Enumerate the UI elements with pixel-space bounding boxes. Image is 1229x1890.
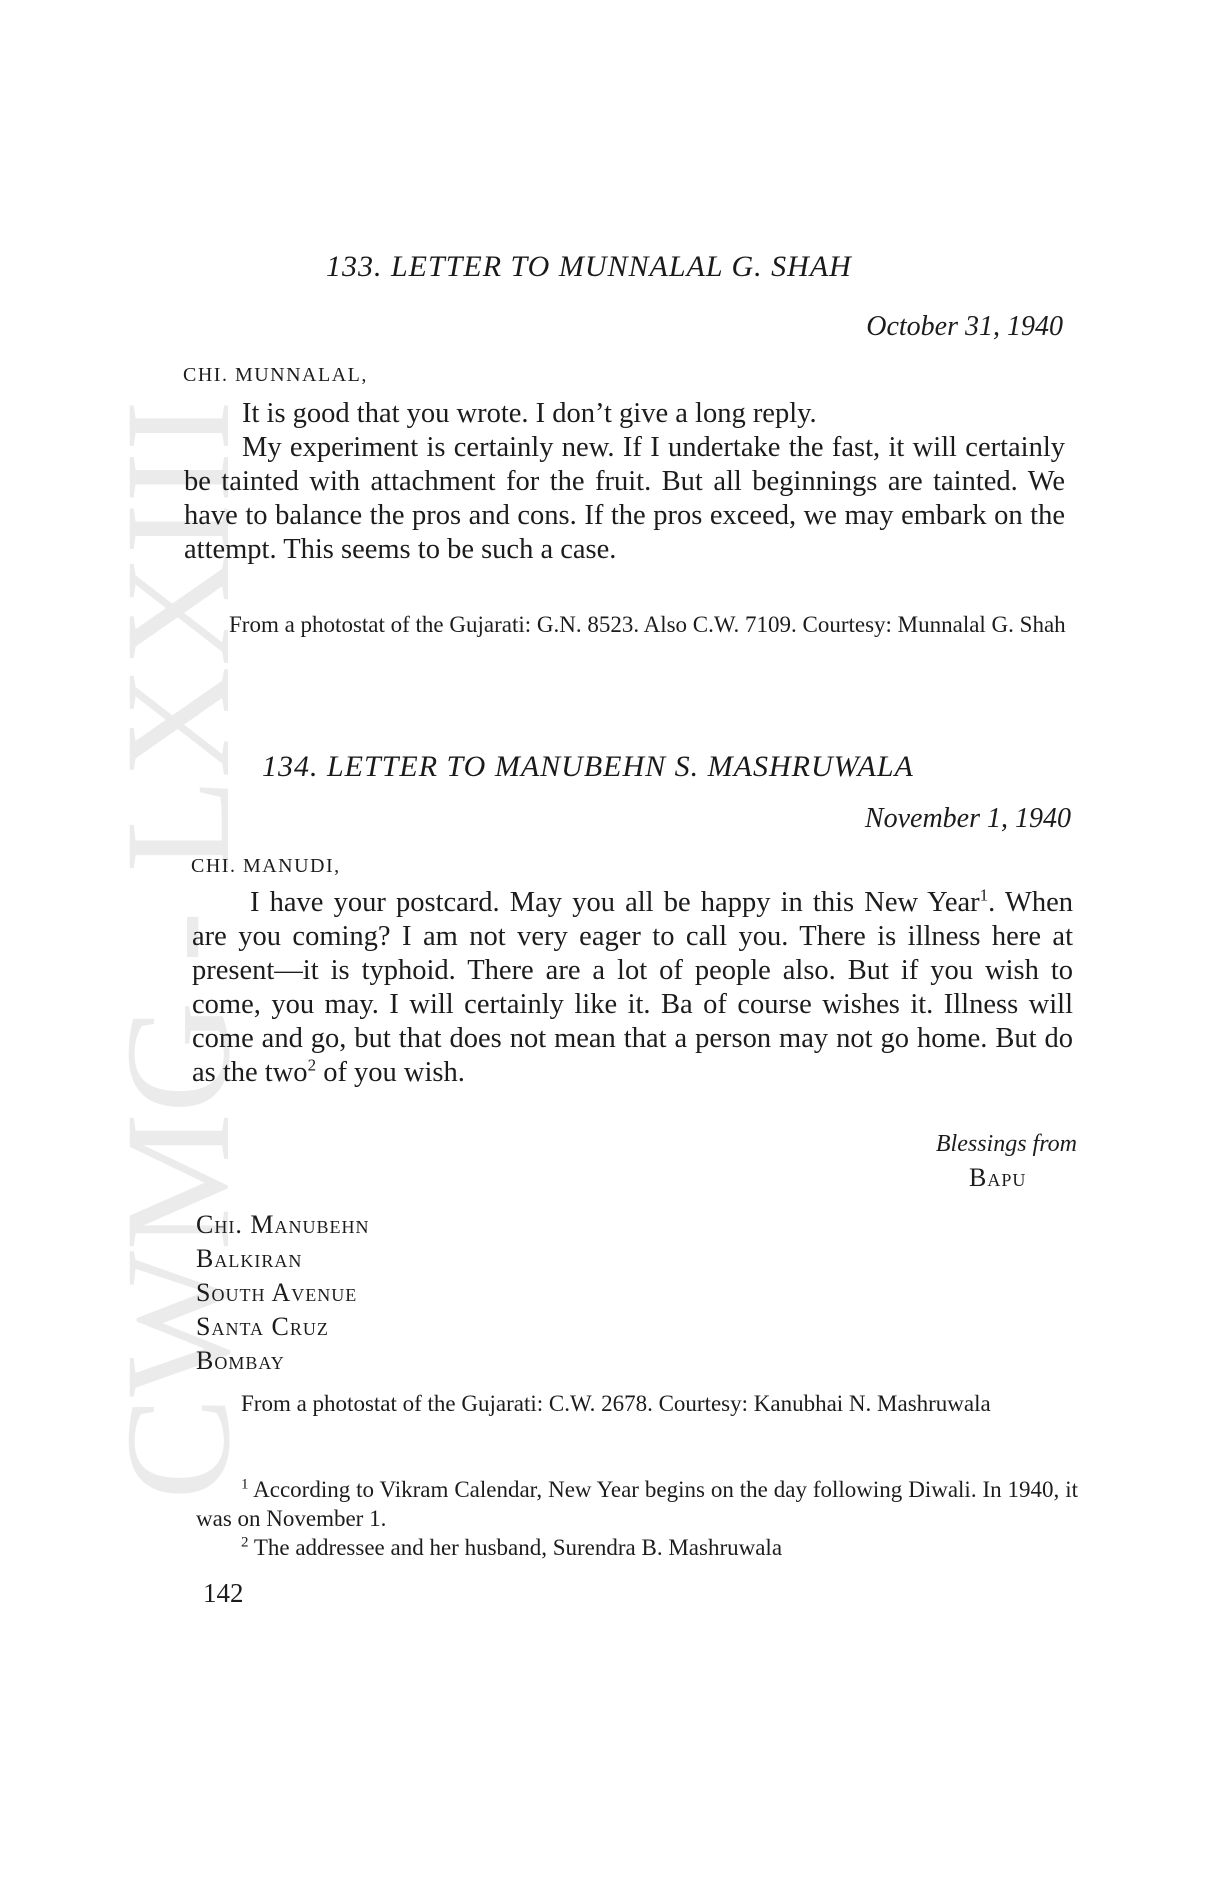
address-line: Chi. Manubehn bbox=[196, 1210, 370, 1239]
letter-134-source bbox=[196, 1387, 1078, 1421]
address-line: Balkiran bbox=[196, 1244, 303, 1273]
letter-133-salutation: CHI. MUNNALAL, bbox=[183, 364, 368, 386]
footnote-1-marker: 1 bbox=[241, 1476, 249, 1493]
letter-134-source-text: From a photostat of the Gujarati: C.W. 2678. Courtesy: Kanubhai N. Mashruwala bbox=[241, 1391, 991, 1416]
address-line: Bombay bbox=[196, 1346, 285, 1375]
footnote-2-marker: 2 bbox=[241, 1534, 249, 1551]
letter-134-text-1: I have your postcard. May you all be happy in this New Year bbox=[250, 887, 980, 918]
signature: Bapu bbox=[969, 1163, 1027, 1192]
footnote-marker-2: 2 bbox=[307, 1055, 317, 1075]
letter-134-heading: 134. LETTER TO MANUBEHN S. MASHRUWALA bbox=[262, 750, 914, 783]
page-number: 142 bbox=[203, 1578, 244, 1608]
letter-133-date: October 31, 1940 bbox=[866, 311, 1063, 342]
letter-133-source-text: From a photostat of the Gujarati: G.N. 8523. Also C.W. 7109. Courtesy: Munnalal G. Shah bbox=[229, 612, 1066, 637]
address-line: Santa Cruz bbox=[196, 1312, 329, 1341]
watermark-text: CWMG LXXIII bbox=[128, 433, 248, 1500]
letter-134-text-2: . When are you coming? I am not very eager to call you. There is illness here at present—it is typhoid. There are a lot of people also. But if you wish to come, you may. I will certainly like it. Ba of course wishes it. Illness will come and go, but that does not mean that a person may not go home. But do as the two bbox=[192, 887, 1073, 1088]
address-line: South Avenue bbox=[196, 1278, 358, 1307]
letter-134-text-3: of you wish. bbox=[316, 1057, 465, 1088]
footnote-1 bbox=[196, 1475, 1078, 1533]
footnote-1-text: According to Vikram Calendar, New Year begins on the day following Diwali. In 1940, it was on November 1. bbox=[196, 1477, 1078, 1531]
letter-134-paragraph bbox=[192, 886, 1073, 1090]
letter-133-source bbox=[184, 608, 1066, 642]
letter-134-date: November 1, 1940 bbox=[864, 803, 1071, 834]
letter-133-body bbox=[184, 397, 1065, 567]
footnote-2-text: The addressee and her husband, Surendra B. Mashruwala bbox=[253, 1535, 783, 1560]
letter-133-paragraph-2: My experiment is certainly new. If I undertake the fast, it will certainly be tainted with attachment for the fruit. But all beginnings are tainted. We have to balance the pros and cons. If the pros exceed, we may embark on the attempt. This seems to be such a case. bbox=[184, 432, 1065, 565]
footnotes bbox=[196, 1475, 1078, 1562]
letter-133-paragraph-1: It is good that you wrote. I don’t give a long reply. bbox=[242, 398, 817, 429]
letter-134-salutation: CHI. MANUDI, bbox=[191, 855, 341, 877]
letter-133-heading: 133. LETTER TO MUNNALAL G. SHAH bbox=[326, 250, 852, 283]
footnote-2 bbox=[196, 1533, 1078, 1562]
blessing: Blessings from bbox=[935, 1131, 1077, 1157]
letter-134-body bbox=[192, 886, 1073, 1090]
footnote-marker-1: 1 bbox=[979, 885, 989, 905]
address-block bbox=[196, 1208, 369, 1378]
